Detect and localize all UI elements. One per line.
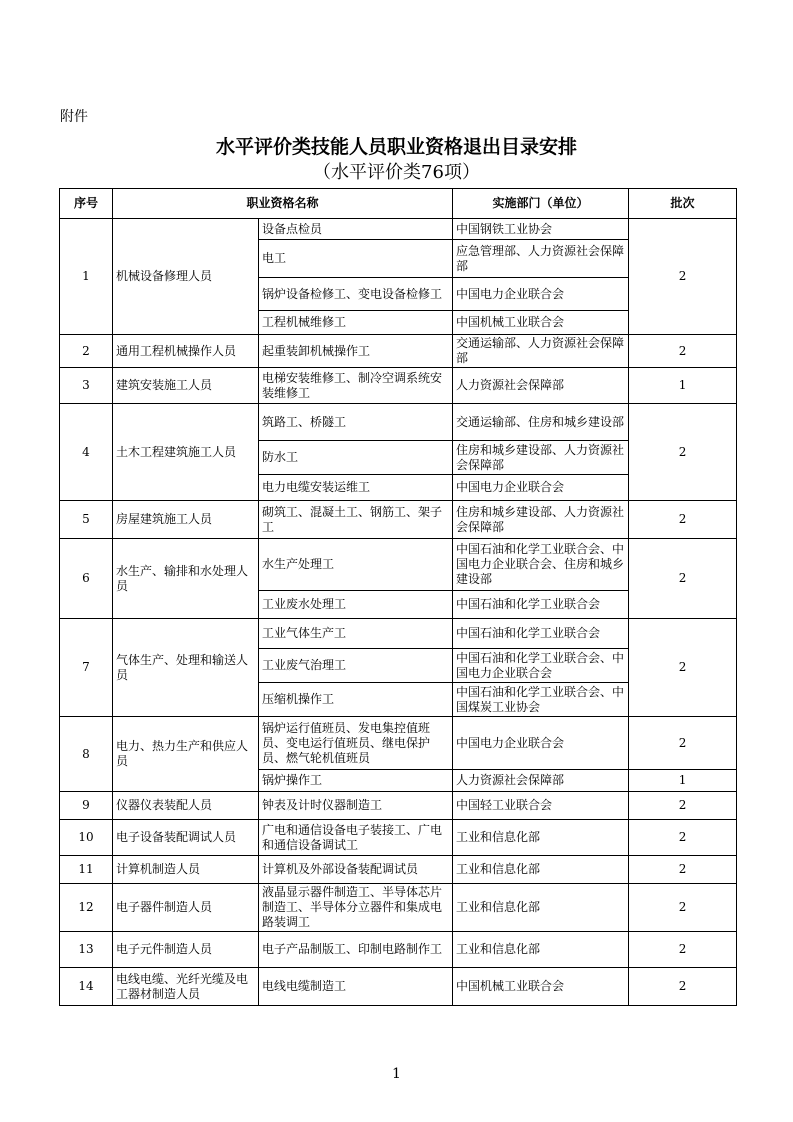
- header-name: 职业资格名称: [113, 189, 453, 219]
- department-cell: 中国石油和化学工业联合会: [453, 619, 629, 649]
- batch-cell: 2: [629, 968, 737, 1006]
- batch-cell: 1: [629, 770, 737, 792]
- seq-cell: 14: [60, 968, 113, 1006]
- qualification-name-cell: 电力电缆安装运维工: [259, 475, 453, 501]
- table-row: [60, 539, 737, 591]
- attachment-label: 附件: [60, 109, 88, 125]
- qualification-name-cell: 工业气体生产工: [259, 619, 453, 649]
- department-cell: 人力资源社会保障部: [453, 368, 629, 404]
- qualification-name-cell: 液晶显示器件制造工、半导体芯片制造工、半导体分立器件和集成电路装调工: [259, 884, 453, 932]
- department-cell: 中国电力企业联合会: [453, 278, 629, 311]
- table-row: [60, 219, 737, 240]
- batch-cell: 1: [629, 368, 737, 404]
- batch-cell: 2: [629, 539, 737, 619]
- table-row: [60, 368, 737, 404]
- qualification-name-cell: 设备点检员: [259, 219, 453, 240]
- seq-cell: 5: [60, 501, 113, 539]
- department-cell: 工业和信息化部: [453, 820, 629, 856]
- qualification-name-cell: 电工: [259, 240, 453, 278]
- category-cell: 仪器仪表装配人员: [113, 792, 259, 820]
- batch-cell: 2: [629, 792, 737, 820]
- department-cell: 住房和城乡建设部、人力资源社会保障部: [453, 501, 629, 539]
- table-row: [60, 932, 737, 968]
- department-cell: 中国电力企业联合会: [453, 475, 629, 501]
- header-dept: 实施部门（单位）: [453, 189, 629, 219]
- table-row: [60, 968, 737, 1006]
- seq-cell: 6: [60, 539, 113, 619]
- department-cell: 人力资源社会保障部: [453, 770, 629, 792]
- seq-cell: 13: [60, 932, 113, 968]
- table-header-row: [60, 189, 737, 219]
- batch-cell: 2: [629, 619, 737, 717]
- qualification-name-cell: 防水工: [259, 441, 453, 475]
- category-cell: 电子设备装配调试人员: [113, 820, 259, 856]
- table-row: [60, 717, 737, 770]
- department-cell: 中国机械工业联合会: [453, 968, 629, 1006]
- category-cell: 水生产、输排和水处理人员: [113, 539, 259, 619]
- qualification-name-cell: 筑路工、桥隧工: [259, 404, 453, 441]
- category-cell: 土木工程建筑施工人员: [113, 404, 259, 501]
- category-cell: 电子元件制造人员: [113, 932, 259, 968]
- table-row: [60, 884, 737, 932]
- department-cell: 交通运输部、住房和城乡建设部: [453, 404, 629, 441]
- department-cell: 中国轻工业联合会: [453, 792, 629, 820]
- qualification-name-cell: 锅炉运行值班员、发电集控值班员、变电运行值班员、继电保护员、燃气轮机值班员: [259, 717, 453, 770]
- table-row: [60, 856, 737, 884]
- qualification-table: [59, 188, 737, 1006]
- category-cell: 电线电缆、光纤光缆及电工器材制造人员: [113, 968, 259, 1006]
- batch-cell: 2: [629, 884, 737, 932]
- qualification-name-cell: 砌筑工、混凝土工、钢筋工、架子工: [259, 501, 453, 539]
- department-cell: 交通运输部、人力资源社会保障部: [453, 335, 629, 368]
- qualification-name-cell: 水生产处理工: [259, 539, 453, 591]
- page-number: 1: [392, 1066, 401, 1082]
- seq-cell: 12: [60, 884, 113, 932]
- qualification-name-cell: 电线电缆制造工: [259, 968, 453, 1006]
- table-row: [60, 404, 737, 441]
- seq-cell: 7: [60, 619, 113, 717]
- department-cell: 应急管理部、人力资源社会保障部: [453, 240, 629, 278]
- qualification-name-cell: 工程机械维修工: [259, 311, 453, 335]
- qualification-name-cell: 广电和通信设备电子装接工、广电和通信设备调试工: [259, 820, 453, 856]
- page-title: 水平评价类技能人员职业资格退出目录安排: [215, 136, 577, 158]
- department-cell: 中国机械工业联合会: [453, 311, 629, 335]
- qualification-name-cell: 工业废气治理工: [259, 649, 453, 683]
- table-body: [60, 219, 737, 1006]
- seq-cell: 10: [60, 820, 113, 856]
- category-cell: 通用工程机械操作人员: [113, 335, 259, 368]
- qualification-name-cell: 工业废水处理工: [259, 591, 453, 619]
- header-batch: 批次: [629, 189, 737, 219]
- qualification-name-cell: 锅炉操作工: [259, 770, 453, 792]
- category-cell: 建筑安装施工人员: [113, 368, 259, 404]
- category-cell: 房屋建筑施工人员: [113, 501, 259, 539]
- category-cell: 机械设备修理人员: [113, 219, 259, 335]
- seq-cell: 2: [60, 335, 113, 368]
- qualification-name-cell: 钟表及计时仪器制造工: [259, 792, 453, 820]
- batch-cell: 2: [629, 404, 737, 501]
- table-row: [60, 335, 737, 368]
- seq-cell: 1: [60, 219, 113, 335]
- batch-cell: 2: [629, 501, 737, 539]
- seq-cell: 3: [60, 368, 113, 404]
- header-seq: 序号: [60, 189, 113, 219]
- department-cell: 住房和城乡建设部、人力资源社会保障部: [453, 441, 629, 475]
- department-cell: 中国石油和化学工业联合会、中国煤炭工业协会: [453, 683, 629, 717]
- batch-cell: 2: [629, 219, 737, 335]
- table-row: [60, 820, 737, 856]
- seq-cell: 8: [60, 717, 113, 792]
- department-cell: 中国石油和化学工业联合会、中国电力企业联合会、住房和城乡建设部: [453, 539, 629, 591]
- table-row: [60, 501, 737, 539]
- department-cell: 中国钢铁工业协会: [453, 219, 629, 240]
- category-cell: 电子器件制造人员: [113, 884, 259, 932]
- seq-cell: 4: [60, 404, 113, 501]
- batch-cell: 2: [629, 335, 737, 368]
- qualification-name-cell: 起重装卸机械操作工: [259, 335, 453, 368]
- qualification-name-cell: 锅炉设备检修工、变电设备检修工: [259, 278, 453, 311]
- department-cell: 工业和信息化部: [453, 884, 629, 932]
- table-row: [60, 792, 737, 820]
- batch-cell: 2: [629, 717, 737, 770]
- batch-cell: 2: [629, 932, 737, 968]
- batch-cell: 2: [629, 856, 737, 884]
- page-subtitle: （水平评价类76项）: [313, 162, 480, 183]
- qualification-name-cell: 电梯安装维修工、制冷空调系统安装维修工: [259, 368, 453, 404]
- seq-cell: 11: [60, 856, 113, 884]
- department-cell: 中国电力企业联合会: [453, 717, 629, 770]
- department-cell: 工业和信息化部: [453, 932, 629, 968]
- department-cell: 工业和信息化部: [453, 856, 629, 884]
- batch-cell: 2: [629, 820, 737, 856]
- category-cell: 气体生产、处理和输送人员: [113, 619, 259, 717]
- category-cell: 计算机制造人员: [113, 856, 259, 884]
- category-cell: 电力、热力生产和供应人员: [113, 717, 259, 792]
- department-cell: 中国石油和化学工业联合会、中国电力企业联合会: [453, 649, 629, 683]
- seq-cell: 9: [60, 792, 113, 820]
- table-row: [60, 619, 737, 649]
- qualification-name-cell: 计算机及外部设备装配调试员: [259, 856, 453, 884]
- qualification-name-cell: 电子产品制版工、印制电路制作工: [259, 932, 453, 968]
- qualification-name-cell: 压缩机操作工: [259, 683, 453, 717]
- department-cell: 中国石油和化学工业联合会: [453, 591, 629, 619]
